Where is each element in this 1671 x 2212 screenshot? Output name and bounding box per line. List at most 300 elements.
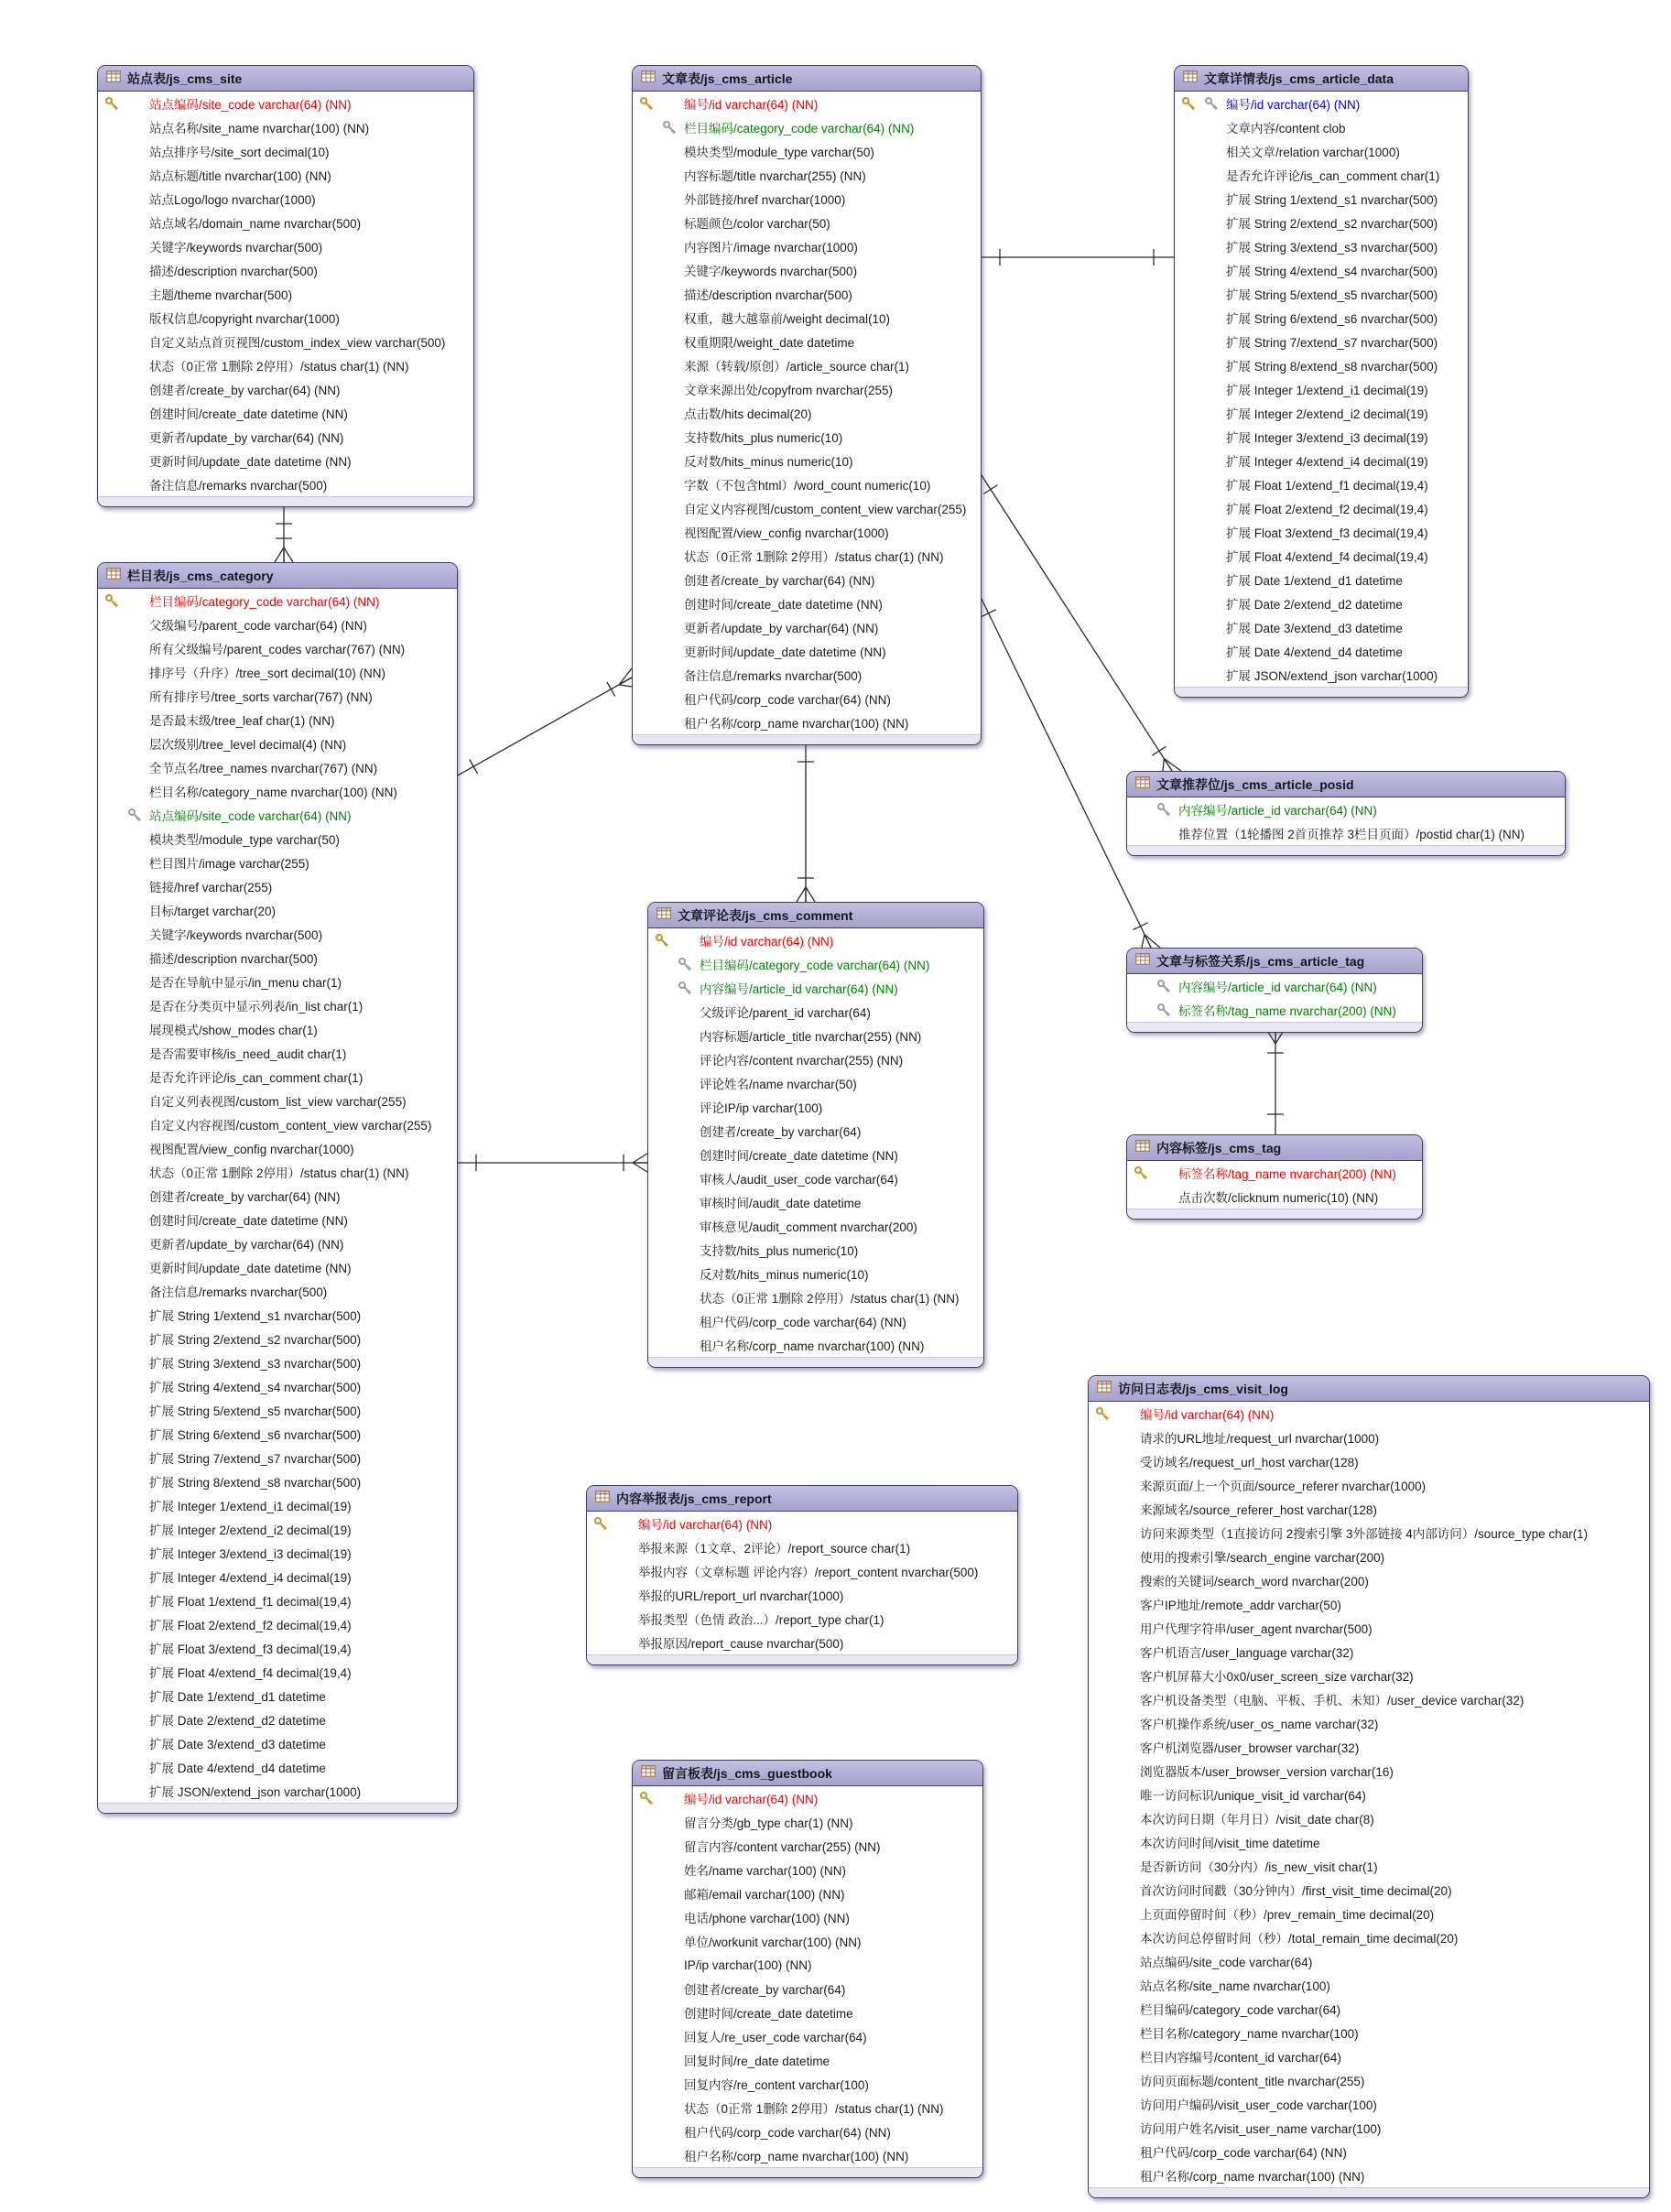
field-row[interactable] <box>1175 401 1468 425</box>
field-label: 扩展 String 3/extend_s3 nvarchar(500) <box>149 1357 362 1371</box>
field-row[interactable] <box>648 1214 983 1238</box>
field-row[interactable] <box>1089 1878 1649 1902</box>
field-row[interactable] <box>633 258 981 282</box>
field-row[interactable] <box>633 591 981 615</box>
field-row[interactable] <box>1175 425 1468 449</box>
field-row[interactable] <box>98 353 473 377</box>
field-row[interactable] <box>633 639 981 663</box>
field-row[interactable] <box>633 1929 982 1953</box>
foreign-key-icon <box>1156 979 1170 992</box>
field-row[interactable] <box>1175 472 1468 496</box>
field-label: 描述/description nvarchar(500) <box>149 265 318 278</box>
field-row[interactable] <box>633 2048 982 2072</box>
field-label: 用户代理字符串/user_agent nvarchar(500) <box>1140 1622 1373 1636</box>
field-row[interactable] <box>98 1112 457 1136</box>
field-row[interactable] <box>1089 1902 1649 1925</box>
primary-key-icon <box>593 1516 608 1531</box>
entity-article_data[interactable] <box>1174 65 1469 698</box>
field-row[interactable] <box>98 401 473 425</box>
field-row[interactable] <box>1089 1426 1649 1449</box>
field-row[interactable] <box>633 2096 982 2120</box>
field-row[interactable] <box>633 520 981 544</box>
field-label: 本次访问时间/visit_time datetime <box>1140 1837 1320 1850</box>
field-label: 客户机操作系统/user_os_name varchar(32) <box>1140 1718 1379 1731</box>
field-row[interactable] <box>98 1041 457 1065</box>
field-row[interactable] <box>587 1583 1017 1607</box>
field-label: 回复人/re_user_code varchar(64) <box>684 2031 867 2044</box>
field-label: 扩展 Integer 3/extend_i3 decimal(19) <box>149 1547 352 1561</box>
field-row[interactable] <box>1175 187 1468 211</box>
field-label: 扩展 String 1/extend_s1 nvarchar(500) <box>149 1309 362 1323</box>
field-row[interactable] <box>633 2001 982 2024</box>
field-label: 栏目编码/category_code varchar(64) (NN) <box>700 959 930 972</box>
primary-key-icon <box>639 96 654 111</box>
field-row[interactable] <box>633 1858 982 1881</box>
field-row[interactable] <box>98 636 457 660</box>
entity-tag[interactable] <box>1126 1134 1423 1220</box>
field-label: 评论姓名/name nvarchar(50) <box>700 1078 857 1091</box>
field-row[interactable] <box>587 1631 1017 1654</box>
field-row[interactable] <box>1089 1616 1649 1640</box>
field-row[interactable] <box>1175 163 1468 187</box>
field-row[interactable] <box>633 687 981 710</box>
field-label: 权重，越大越靠前/weight decimal(10) <box>684 312 891 326</box>
entity-visit_log[interactable] <box>1088 1375 1650 2198</box>
field-row[interactable] <box>1089 1806 1649 1830</box>
field-label: 更新者/update_by varchar(64) (NN) <box>149 1238 344 1252</box>
field-row[interactable] <box>98 1160 457 1184</box>
field-row[interactable] <box>98 1255 457 1279</box>
field-row[interactable] <box>633 187 981 211</box>
field-row[interactable] <box>633 449 981 472</box>
field-row[interactable] <box>98 1517 457 1541</box>
field-label: 电话/phone varchar(100) (NN) <box>684 1912 850 1925</box>
field-label: 评论内容/content nvarchar(255) (NN) <box>700 1054 904 1068</box>
field-row[interactable] <box>648 1309 983 1333</box>
field-row[interactable] <box>98 163 473 187</box>
field-row[interactable] <box>98 660 457 684</box>
field-row[interactable] <box>98 1422 457 1446</box>
field-label: 栏目内容编号/content_id varchar(64) <box>1140 2051 1341 2065</box>
field-row[interactable] <box>1175 520 1468 544</box>
field-row[interactable] <box>1175 115 1468 139</box>
field-row[interactable] <box>1175 615 1468 639</box>
field-row[interactable] <box>98 1398 457 1422</box>
field-label: 姓名/name varchar(100) (NN) <box>684 1864 847 1878</box>
field-row[interactable] <box>633 282 981 306</box>
field-label: 浏览器版本/user_browser_version varchar(16) <box>1140 1765 1394 1779</box>
field-label: 层次级别/tree_level decimal(4) (NN) <box>149 738 347 752</box>
field-row[interactable] <box>633 234 981 258</box>
field-row[interactable] <box>98 732 457 755</box>
field-row[interactable] <box>1127 1185 1422 1209</box>
field-row[interactable] <box>98 1731 457 1755</box>
field-row[interactable] <box>633 1953 982 1977</box>
field-row[interactable] <box>1175 591 1468 615</box>
field-row[interactable] <box>98 803 457 827</box>
field-row[interactable] <box>98 1446 457 1469</box>
field-row[interactable] <box>98 1208 457 1231</box>
field-label: 描述/description nvarchar(500) <box>684 288 852 302</box>
field-row[interactable] <box>98 1493 457 1517</box>
entity-footer <box>587 1654 1017 1664</box>
field-row[interactable] <box>1089 2116 1649 2140</box>
field-label: 创建者/create_by varchar(64) (NN) <box>149 1190 341 1204</box>
entity-header-tag[interactable] <box>1127 1135 1422 1161</box>
field-row[interactable] <box>633 2072 982 2096</box>
field-row[interactable] <box>1175 258 1468 282</box>
field-row[interactable] <box>1175 92 1468 115</box>
field-row[interactable] <box>1175 211 1468 234</box>
field-label: 留言分类/gb_type char(1) (NN) <box>684 1816 853 1830</box>
field-row[interactable] <box>98 1136 457 1160</box>
field-row[interactable] <box>633 377 981 401</box>
field-row[interactable] <box>98 449 473 472</box>
table-icon <box>106 568 121 584</box>
entity-category[interactable] <box>97 562 458 1814</box>
field-row[interactable] <box>98 684 457 708</box>
field-row[interactable] <box>633 1834 982 1858</box>
field-row[interactable] <box>648 976 983 1000</box>
field-row[interactable] <box>98 1374 457 1398</box>
field-row[interactable] <box>1175 353 1468 377</box>
field-row[interactable] <box>648 952 983 976</box>
relationship-site-category <box>275 504 293 562</box>
field-row[interactable] <box>1175 639 1468 663</box>
field-row[interactable] <box>98 1755 457 1779</box>
field-row[interactable] <box>98 472 473 496</box>
field-label: 扩展 Float 1/extend_f1 decimal(19,4) <box>149 1595 352 1609</box>
field-row[interactable] <box>648 1285 983 1309</box>
field-label: 搜索的关键词/search_word nvarchar(200) <box>1140 1575 1369 1589</box>
field-row[interactable] <box>648 1190 983 1214</box>
entity-report[interactable] <box>586 1485 1018 1665</box>
field-row[interactable] <box>1089 1854 1649 1878</box>
field-row[interactable] <box>1175 377 1468 401</box>
field-row[interactable] <box>633 353 981 377</box>
field-row[interactable] <box>1175 544 1468 568</box>
field-row[interactable] <box>633 544 981 568</box>
field-label: 租户代码/corp_code varchar(64) (NN) <box>1140 2146 1347 2160</box>
field-row[interactable] <box>1127 1161 1422 1185</box>
entity-header-report[interactable] <box>587 1486 1017 1512</box>
field-row[interactable] <box>633 1905 982 1929</box>
field-row[interactable] <box>633 2120 982 2143</box>
field-row[interactable] <box>1089 1759 1649 1783</box>
field-label: 创建时间/create_date datetime (NN) <box>700 1149 898 1163</box>
field-row[interactable] <box>1089 1973 1649 1997</box>
field-row[interactable] <box>633 306 981 330</box>
entity-title: 文章评论表/js_cms_comment <box>678 907 853 923</box>
field-label: 扩展 Date 4/extend_d4 datetime <box>149 1762 326 1775</box>
field-label: 更新者/update_by varchar(64) (NN) <box>149 431 344 445</box>
field-row[interactable] <box>1175 234 1468 258</box>
field-row[interactable] <box>1089 1545 1649 1568</box>
table-icon <box>656 907 671 924</box>
field-row[interactable] <box>98 1303 457 1327</box>
field-row[interactable] <box>1089 1473 1649 1497</box>
field-row[interactable] <box>633 1810 982 1834</box>
entity-title: 文章详情表/js_cms_article_data <box>1204 70 1394 86</box>
field-label: 外部链接/href nvarchar(1000) <box>684 193 846 207</box>
field-row[interactable] <box>1089 1640 1649 1664</box>
field-row[interactable] <box>98 1065 457 1089</box>
field-row[interactable] <box>1089 2068 1649 2092</box>
field-label: 扩展 Date 2/extend_d2 datetime <box>149 1714 326 1728</box>
field-label: 扩展 Date 4/extend_d4 datetime <box>1226 645 1403 659</box>
field-label: 描述/description nvarchar(500) <box>149 952 318 966</box>
field-row[interactable] <box>1089 1830 1649 1854</box>
field-row[interactable] <box>633 663 981 687</box>
entity-header-article_tag[interactable] <box>1127 949 1422 974</box>
field-row[interactable] <box>98 827 457 851</box>
entity-title: 留言板表/js_cms_guestbook <box>662 1765 832 1781</box>
field-row[interactable] <box>98 1684 457 1708</box>
field-row[interactable] <box>98 898 457 922</box>
field-row[interactable] <box>1175 139 1468 163</box>
field-row[interactable] <box>98 258 473 282</box>
field-row[interactable] <box>98 1708 457 1731</box>
field-label: 反对数/hits_minus numeric(10) <box>700 1268 869 1282</box>
field-label: 是否新访问（30分内）/is_new_visit char(1) <box>1140 1860 1378 1874</box>
field-row[interactable] <box>98 1779 457 1803</box>
field-row[interactable] <box>587 1512 1017 1535</box>
entity-header-comment[interactable] <box>648 903 983 928</box>
field-label: 状态（0正常 1删除 2停用）/status char(1) (NN) <box>149 360 409 374</box>
field-label: 扩展 String 5/extend_s5 nvarchar(500) <box>149 1404 362 1418</box>
field-row[interactable] <box>587 1559 1017 1583</box>
field-row[interactable] <box>98 377 473 401</box>
field-row[interactable] <box>98 211 473 234</box>
entity-field-list <box>1175 92 1468 687</box>
field-row[interactable] <box>1089 2021 1649 2044</box>
field-row[interactable] <box>648 1119 983 1143</box>
field-row[interactable] <box>98 1612 457 1636</box>
field-row[interactable] <box>648 928 983 952</box>
field-row[interactable] <box>633 1786 982 1810</box>
field-row[interactable] <box>98 1279 457 1303</box>
field-row[interactable] <box>1089 2044 1649 2068</box>
field-row[interactable] <box>633 568 981 591</box>
field-row[interactable] <box>98 1541 457 1565</box>
field-label: 扩展 Integer 4/extend_i4 decimal(19) <box>149 1571 352 1585</box>
field-row[interactable] <box>1089 1925 1649 1949</box>
field-row[interactable] <box>1175 282 1468 306</box>
field-row[interactable] <box>1089 2163 1649 2187</box>
relationship-tag-articletag <box>1266 1029 1285 1134</box>
field-label: 父级评论/parent_id varchar(64) <box>700 1006 871 1020</box>
field-row[interactable] <box>98 1327 457 1350</box>
field-row[interactable] <box>633 496 981 520</box>
entity-header-article_data[interactable] <box>1175 66 1468 92</box>
table-icon <box>641 1765 656 1782</box>
field-row[interactable] <box>1089 1711 1649 1735</box>
field-label: 访问用户姓名/visit_user_name varchar(100) <box>1140 2122 1382 2136</box>
field-row[interactable] <box>1089 1949 1649 1973</box>
field-label: 视图配置/view_config nvarchar(1000) <box>149 1143 354 1156</box>
field-row[interactable] <box>98 970 457 993</box>
field-row[interactable] <box>1175 663 1468 687</box>
field-label: 更新时间/update_date datetime (NN) <box>149 1262 352 1275</box>
field-label: 栏目编码/category_code varchar(64) (NN) <box>684 122 915 136</box>
field-row[interactable] <box>648 1000 983 1024</box>
field-label: 权重期限/weight_date datetime <box>684 336 855 350</box>
field-row[interactable] <box>98 1660 457 1684</box>
field-row[interactable] <box>98 115 473 139</box>
field-row[interactable] <box>633 710 981 734</box>
field-row[interactable] <box>98 613 457 636</box>
field-row[interactable] <box>633 1881 982 1905</box>
field-row[interactable] <box>1089 1687 1649 1711</box>
field-row[interactable] <box>98 234 473 258</box>
field-row[interactable] <box>1175 330 1468 353</box>
field-row[interactable] <box>98 306 473 330</box>
field-row[interactable] <box>1175 449 1468 472</box>
field-label: 点击次数/clicknum numeric(10) (NN) <box>1178 1191 1379 1205</box>
field-row[interactable] <box>98 425 473 449</box>
entity-comment[interactable] <box>647 902 984 1368</box>
field-row[interactable] <box>98 755 457 779</box>
entity-guestbook[interactable] <box>632 1760 983 2178</box>
field-row[interactable] <box>98 708 457 732</box>
field-row[interactable] <box>1089 1735 1649 1759</box>
field-row[interactable] <box>648 1262 983 1285</box>
field-row[interactable] <box>1175 306 1468 330</box>
field-label: 站点编码/site_code varchar(64) (NN) <box>149 809 352 823</box>
entity-header-article_posid[interactable] <box>1127 772 1565 797</box>
field-row[interactable] <box>98 851 457 874</box>
field-row[interactable] <box>633 92 981 115</box>
field-row[interactable] <box>633 163 981 187</box>
field-row[interactable] <box>633 211 981 234</box>
table-icon <box>641 70 656 87</box>
entity-header-article[interactable] <box>633 66 981 92</box>
field-row[interactable] <box>98 139 473 163</box>
field-label: 回复时间/re_date datetime <box>684 2055 830 2068</box>
field-row[interactable] <box>633 401 981 425</box>
entity-header-visit_log[interactable] <box>1089 1376 1649 1402</box>
field-row[interactable] <box>633 1977 982 2001</box>
field-row[interactable] <box>98 1089 457 1112</box>
field-label: 扩展 String 2/extend_s2 nvarchar(500) <box>149 1333 362 1347</box>
field-row[interactable] <box>98 1017 457 1041</box>
field-row[interactable] <box>633 115 981 139</box>
primary-key-icon <box>1095 1406 1110 1421</box>
field-row[interactable] <box>1127 998 1422 1022</box>
field-row[interactable] <box>1089 1592 1649 1616</box>
field-row[interactable] <box>98 187 473 211</box>
field-label: 备注信息/remarks nvarchar(500) <box>684 669 863 683</box>
field-label: 备注信息/remarks nvarchar(500) <box>149 479 328 493</box>
field-row[interactable] <box>1127 821 1565 845</box>
entity-footer <box>98 1803 457 1813</box>
entity-site[interactable] <box>97 65 474 507</box>
field-row[interactable] <box>587 1607 1017 1631</box>
field-row[interactable] <box>633 425 981 449</box>
field-row[interactable] <box>633 2024 982 2048</box>
field-row[interactable] <box>98 779 457 803</box>
field-row[interactable] <box>98 1184 457 1208</box>
entity-footer <box>1089 2187 1649 2197</box>
field-row[interactable] <box>1089 1497 1649 1521</box>
field-row[interactable] <box>1089 1664 1649 1687</box>
field-row[interactable] <box>648 1166 983 1190</box>
field-row[interactable] <box>98 1350 457 1374</box>
field-label: 状态（0正常 1删除 2停用）/status char(1) (NN) <box>684 550 944 564</box>
field-label: 唯一访问标识/unique_visit_id varchar(64) <box>1140 1789 1366 1803</box>
field-row[interactable] <box>648 1095 983 1119</box>
field-row[interactable] <box>1089 2140 1649 2163</box>
field-row[interactable] <box>648 1333 983 1357</box>
field-row[interactable] <box>98 282 473 306</box>
field-row[interactable] <box>633 2143 982 2167</box>
field-row[interactable] <box>633 615 981 639</box>
field-row[interactable] <box>1175 568 1468 591</box>
field-row[interactable] <box>633 139 981 163</box>
field-row[interactable] <box>98 330 473 353</box>
field-label: 文章内容/content clob <box>1226 122 1346 136</box>
field-row[interactable] <box>1089 1402 1649 1426</box>
field-row[interactable] <box>1089 1521 1649 1545</box>
field-label: 扩展 String 2/extend_s2 nvarchar(500) <box>1226 217 1438 231</box>
field-row[interactable] <box>1127 797 1565 821</box>
field-row[interactable] <box>1089 2092 1649 2116</box>
field-row[interactable] <box>98 874 457 898</box>
field-label: 扩展 String 8/extend_s8 nvarchar(500) <box>149 1476 362 1490</box>
field-row[interactable] <box>98 993 457 1017</box>
field-row[interactable] <box>633 330 981 353</box>
entity-header-site[interactable] <box>98 66 473 92</box>
field-row[interactable] <box>98 1469 457 1493</box>
field-row[interactable] <box>648 1143 983 1166</box>
field-row[interactable] <box>98 1589 457 1612</box>
field-row[interactable] <box>633 472 981 496</box>
field-row[interactable] <box>98 946 457 970</box>
field-label: 扩展 String 7/extend_s7 nvarchar(500) <box>1226 336 1438 350</box>
field-row[interactable] <box>648 1047 983 1071</box>
entity-article_tag[interactable] <box>1126 948 1423 1033</box>
field-row[interactable] <box>1089 1449 1649 1473</box>
field-label: 举报来源（1文章、2评论）/report_source char(1) <box>638 1542 911 1556</box>
field-row[interactable] <box>648 1071 983 1095</box>
field-label: 审核人/audit_user_code varchar(64) <box>700 1173 898 1187</box>
field-label: 扩展 Integer 2/extend_i2 decimal(19) <box>149 1523 352 1537</box>
field-row[interactable] <box>1127 974 1422 998</box>
field-row[interactable] <box>587 1535 1017 1559</box>
field-row[interactable] <box>98 1565 457 1589</box>
field-row[interactable] <box>1089 1568 1649 1592</box>
field-row[interactable] <box>1089 1997 1649 2021</box>
field-row[interactable] <box>98 589 457 613</box>
entity-article_posid[interactable] <box>1126 771 1566 856</box>
field-row[interactable] <box>648 1024 983 1047</box>
entity-header-guestbook[interactable] <box>633 1761 982 1786</box>
field-label: 内容标题/title nvarchar(255) (NN) <box>684 169 866 183</box>
field-row[interactable] <box>1089 1783 1649 1806</box>
field-row[interactable] <box>98 92 473 115</box>
field-row[interactable] <box>98 1231 457 1255</box>
field-label: 编号/id varchar(64) (NN) <box>1226 98 1361 112</box>
field-row[interactable] <box>1175 496 1468 520</box>
field-row[interactable] <box>98 1636 457 1660</box>
entity-field-list <box>1089 1402 1649 2187</box>
field-label: 标签名称/tag_name nvarchar(200) (NN) <box>1178 1004 1396 1018</box>
field-row[interactable] <box>648 1238 983 1262</box>
entity-header-category[interactable] <box>98 563 457 589</box>
field-row[interactable] <box>98 922 457 946</box>
entity-article[interactable] <box>632 65 982 745</box>
relationship-article-comment <box>797 742 815 902</box>
